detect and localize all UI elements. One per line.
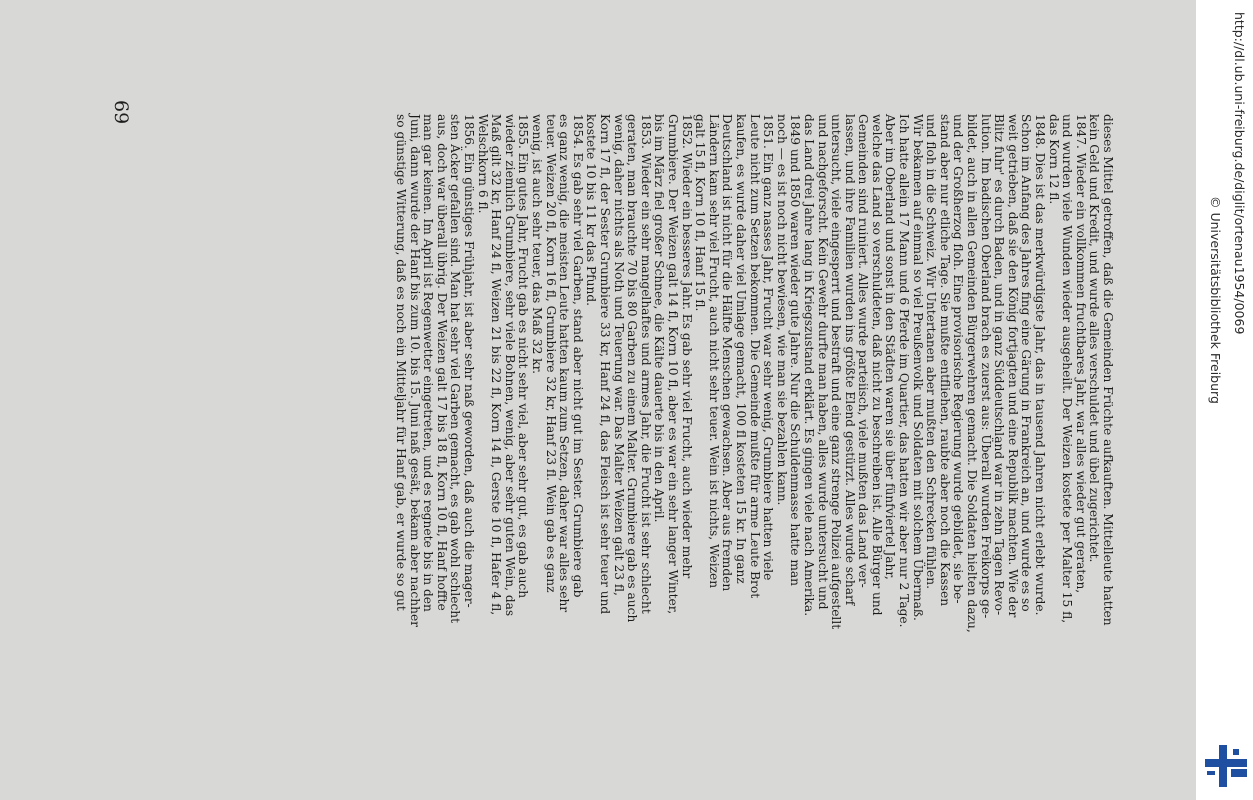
- text-line: wenig, daher nichts als Noth und Teuerung war. Das Malter Weizen galt 23 fl,: [611, 114, 626, 596]
- text-line: und nachgeforscht. Kein Gewehr durfte man haben, alles wurde untersucht und: [815, 114, 830, 610]
- text-line: kostete 10 bis 11 kr das Pfund.: [584, 114, 599, 307]
- text-line: Blitz fuhr' es durch Baden, und in ganz Süddeutschland war in zehn Tagen Revo-: [992, 114, 1007, 616]
- text-line: Leute nicht zum Setzen bekommen. Die Gemeinde mußte für arme Leute Brot: [747, 114, 762, 599]
- text-line: wieder ziemlich Grumbiere, sehr viele Bohnen, wenig, aber sehr guten Wein, das: [502, 114, 517, 617]
- text-line: teuer. Weizen 20 fl, Korn 16 fl, Grumbiere 32 kr, Hanf 23 fl. Wein gab es ganz: [543, 114, 558, 593]
- text-line: Korn 17 fl, der Sester Grumbiere 33 kr, Hanf 24 fl, das Fleisch ist sehr teuer und: [598, 114, 613, 615]
- text-line: das Land drei Jahre lang in Kriegszustand erklärt. Es gingen viele nach Amerika.: [801, 114, 816, 617]
- text-line: noch — es ist noch nicht bewiesen, wie man sie bezahlen kann.: [774, 114, 789, 506]
- text-line: wenig, ist auch sehr teuer, das Maß 32 kr.: [530, 114, 545, 375]
- text-line: 1849 und 1850 waren wieder gute Jahre. Nur die Schuldenmasse hatte man: [788, 114, 803, 587]
- text-line: dieses Mittel getroffen, daß die Gemeinden Früchte aufkauften. Mittelleute hatten: [1101, 114, 1115, 626]
- text-line: so günstige Witterung, daß es noch ein Mitteljahr für Hanf gab, er wurde so gut: [394, 114, 409, 611]
- text-line: weit getrieben, daß sie den König fortjagten und eine Republik machten. Wie der: [1005, 114, 1020, 618]
- text-line: das Korn 12 fl.: [1046, 114, 1061, 205]
- text-line: aus, doch war überall übrig. Der Weizen galt 17 bis 18 fl, Korn 10 fl, Hanf hoffte: [434, 114, 449, 611]
- text-line: stand aber nur etliche Tage. Sie mußte entfliehen, raubte aber noch die Kassen: [937, 114, 952, 607]
- text-line: Grumbiere. Der Weizen galt 14 fl, Korn 10 fl, aber es war ein sehr langer Winter,: [666, 114, 680, 615]
- text-line: 1851. Ein ganz nasses Jahr, Frucht war sehr wenig, Grumbiere hatten viele: [761, 114, 776, 581]
- viewer-sidebar: [1196, 0, 1253, 800]
- text-line: Wir bekamen auf einmal so viel Preußenvolk und Soldaten mit solchem Übermaß.: [910, 114, 925, 621]
- text-line: Gemeinden sind ruiniert. Alles wurde parteiisch, viele mußten das Land ver-: [856, 114, 871, 588]
- source-url[interactable]: http://dl.ub.uni-freiburg.de/diglit/ortenau1954/0069: [1232, 12, 1247, 335]
- text-line: kaufen, es wurde daher viel Umlage gemacht, 100 fl kosteten 15 kr. In ganz: [733, 114, 748, 584]
- text-line: Juni, dann wurde der Hanf bis zum 10. bis 15. Juni naß gesät, bekam aber nachher: [407, 114, 422, 627]
- text-line: und floh in die Schweiz. Wir Untertanen aber mußten den Schrecken fühlen.: [924, 114, 939, 589]
- text-line: 1855. Ein gutes Jahr, Frucht gab es nicht sehr viel, aber sehr gut, es gab auch: [516, 114, 531, 599]
- text-line: lassen, und ihre Familien wurden ins größte Elend gestürzt. Alles wurde scharf: [842, 114, 857, 606]
- text-line: 1853. Wieder ein sehr mangelhaftes und armes Jahr, die Frucht ist sehr schlecht: [638, 114, 653, 614]
- copyright-notice: © Universitätsbibliothek Freiburg: [1208, 196, 1223, 404]
- text-line: 1848. Dies ist das merkwürdigste Jahr, das in tausend Jahren nicht erlebt wurde.: [1033, 114, 1048, 616]
- text-line: sten Äcker gefallen sind. Man hat sehr viel Garben gemacht, es gab wohl schlecht: [448, 114, 463, 624]
- text-line: kein Geld und Kredit, und wurde alles verschuldet und übel zugerichtet.: [1087, 114, 1102, 563]
- text-line: Ich hatte allein 17 Mann und 6 Pferde im Quartier, das hatten wir aber nur 2 Tage.: [897, 114, 912, 628]
- text-line: untersucht, viele eingesperrt und bestraft und eine ganz strenge Polizei aufgestellt: [829, 114, 844, 630]
- text-line: bildet, auch in allen Gemeinden Bürgerwehren gemacht. Die Soldaten hielten dazu,: [965, 114, 980, 633]
- text-line: Schon im Anfang des Jahres fing eine Gärung in Frankreich an, und wurde es so: [1019, 114, 1034, 612]
- text-line: Deutschland ist nicht für die Hälfte Menschen gewachsen. Aber aus fremden: [720, 114, 735, 592]
- text-line: Maß gilt 32 kr, Hanf 24 fl, Weizen 21 bis 22 fl, Korn 14 fl, Gerste 10 fl, Hafer 4 fl,: [489, 114, 504, 616]
- text-line: es ganz wenig, die meisten Leute hatten kaum zum Setzen, daher war alles sehr: [557, 114, 572, 613]
- text-line: und wurden viele Wunden wieder ausgeheilt. Der Weizen kostete per Malter 15 fl,: [1060, 114, 1075, 624]
- text-line: 1847. Wieder ein vollkommen fruchtbares Jahr, war alles wieder gut geraten,: [1073, 114, 1088, 594]
- body-text: [114, 114, 1114, 726]
- sidebar-rotated-text: [1196, 0, 1253, 800]
- text-line: 1854. Es gab sehr viel Garben, stand aber nicht gut im Sester. Grumbiere gab: [570, 114, 585, 598]
- text-line: Ländern kam sehr viel Frucht, auch nicht sehr teuer. Wein ist nichts, Weizen: [706, 114, 721, 589]
- text-line: welche das Land so verschuldeten, daß nicht zu beschreiben ist. Alle Bürger und: [869, 114, 884, 616]
- text-line: lution. Im badischen Oberland brach es zuerst aus: Überall wurden Freikorps ge-: [978, 114, 993, 619]
- page-number: 69: [110, 100, 132, 125]
- text-line: Welschkorn 6 fl.: [475, 114, 490, 214]
- text-line: geraten, man brauchte 70 bis 80 Garben zu einem Malter. Grumbiere gab es auch: [625, 114, 640, 623]
- text-line: galt 15 fl, Korn 10 fl, Hanf 15 fl.: [693, 114, 708, 312]
- text-line: und der Großherzog floh. Eine provisorische Regierung wurde gebildet, sie be-: [951, 114, 966, 604]
- text-line: 1856. Ein günstiges Frühjahr, ist aber sehr naß geworden, daß auch die mager-: [462, 114, 477, 608]
- ub-freiburg-logo-icon: [1205, 745, 1247, 787]
- text-line: bis im März fiel großer Schnee, die Kälte dauerte bis in den April.: [652, 114, 667, 523]
- text-line: Aber im Oberland und sonst in den Städten waren sie über fünfviertel Jahr,: [883, 114, 898, 580]
- text-line: man gar keinen. Im April ist Regenwetter eingetreten, und es regnete bis in den: [421, 114, 436, 612]
- text-line: 1852. Wieder ein besseres Jahr. Es gab sehr viel Frucht, auch wieder mehr: [679, 114, 694, 579]
